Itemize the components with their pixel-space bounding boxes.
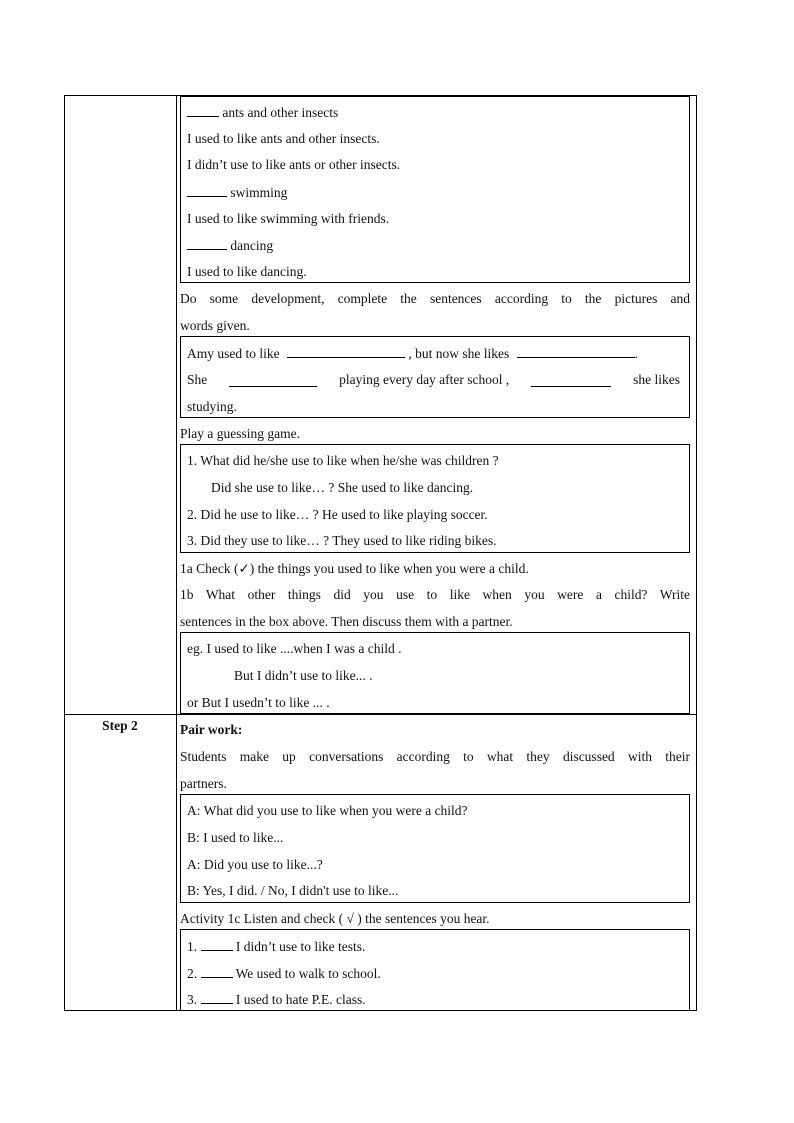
answer-blank[interactable] xyxy=(187,184,227,197)
answer-blank[interactable] xyxy=(187,237,227,250)
check-blank[interactable] xyxy=(201,991,233,1004)
pairwork-line-1: Students make up conversations according to what they discussed with their xyxy=(180,749,690,764)
answer-blank[interactable] xyxy=(187,104,219,117)
answer-blank[interactable] xyxy=(531,374,611,387)
activity-1a: 1a Check (✓) the things you used to like when you were a child. xyxy=(180,561,529,576)
dialogue-line-4: B: Yes, I did. / No, I didn't use to like... xyxy=(187,883,399,898)
guessing-line-3: 2. Did he use to like… ? He used to like playing soccer. xyxy=(187,507,488,522)
activity-1c-title: Activity 1c Listen and check ( √ ) the sentences you hear. xyxy=(180,911,490,926)
development-instruction-1: Do some development, complete the sentences according to the pictures and xyxy=(180,291,690,306)
dialogue-line-1: A: What did you use to like when you were a child? xyxy=(187,803,468,818)
dialogue-line-3: A: Did you use to like...? xyxy=(187,857,323,872)
guessing-line-4: 3. Did they use to like… ? They used to like riding bikes. xyxy=(187,533,497,548)
check-blank[interactable] xyxy=(201,938,233,951)
completion-line-1: Amy used to like , but now she likes . xyxy=(187,346,638,361)
pairwork-title: Pair work: xyxy=(180,722,243,737)
activity-1b-line-1: 1b What other things did you use to like when you were a child? Write xyxy=(180,587,690,602)
vocab-line-5: I used to like swimming with friends. xyxy=(187,211,390,226)
answer-blank[interactable] xyxy=(287,345,405,358)
vocab-line-2: I used to like ants and other insects. xyxy=(187,131,380,146)
example-line-1: eg. I used to like ....when I was a child . xyxy=(187,641,402,656)
guessing-title: Play a guessing game. xyxy=(180,426,300,441)
vocab-line-3: I didn’t use to like ants or other insects. xyxy=(187,157,401,172)
dialogue-line-2: B: I used to like... xyxy=(187,830,284,845)
example-line-3: or But I usedn’t to like ... . xyxy=(187,695,330,710)
step-label: Step 2 xyxy=(102,718,138,733)
row-divider xyxy=(64,714,697,715)
guessing-line-1: 1. What did he/she use to like when he/she was children ? xyxy=(187,453,499,468)
vocab-line-1: ants and other insects xyxy=(187,104,338,121)
completion-line-3: studying. xyxy=(187,399,237,414)
development-instruction-2: words given. xyxy=(180,318,250,333)
pairwork-line-2: partners. xyxy=(180,776,227,791)
activity-1b-line-2: sentences in the box above. Then discuss them with a partner. xyxy=(180,614,513,629)
check-blank[interactable] xyxy=(201,965,233,978)
vocab-line-7: I used to like dancing. xyxy=(187,264,307,279)
vocab-line-6: dancing xyxy=(187,237,273,254)
listening-line-1: 1. I didn’t use to like tests. xyxy=(187,939,366,954)
vocab-line-4: swimming xyxy=(187,184,287,201)
column-divider xyxy=(176,95,177,1011)
completion-line-2: She playing every day after school , she likes xyxy=(187,372,680,387)
listening-line-2: 2. We used to walk to school. xyxy=(187,966,381,981)
guessing-line-2: Did she use to like… ? She used to like dancing. xyxy=(211,480,474,495)
answer-blank[interactable] xyxy=(517,345,635,358)
answer-blank[interactable] xyxy=(229,374,317,387)
example-line-2: But I didn’t use to like... . xyxy=(234,668,373,683)
listening-line-3: 3. I used to hate P.E. class. xyxy=(187,992,366,1007)
